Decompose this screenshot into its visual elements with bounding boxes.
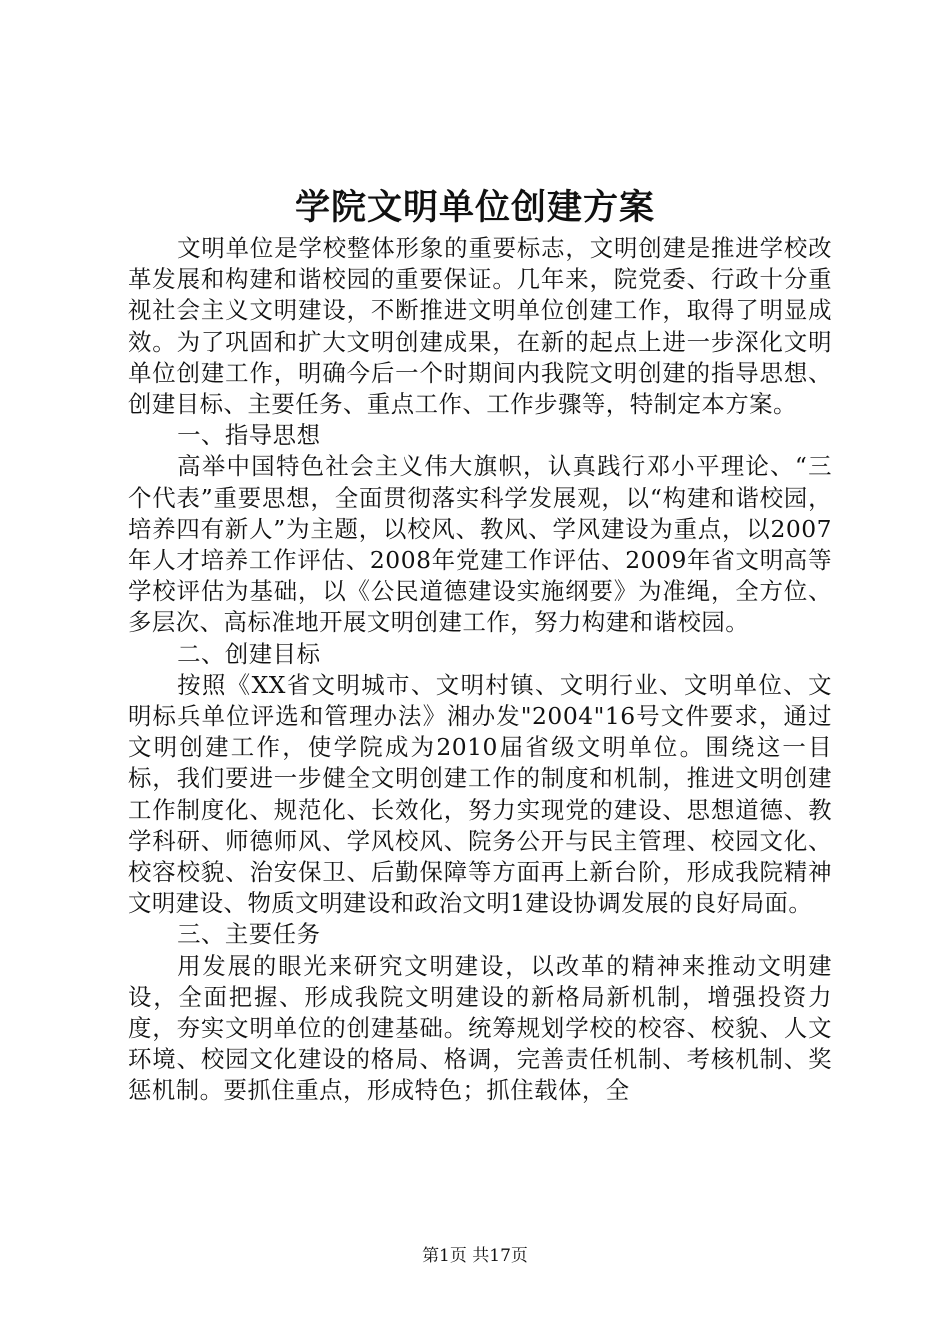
document-body xyxy=(128,233,832,1107)
section-paragraph-main-tasks: 用发展的眼光来研究文明建设，以改革的精神来推动文明建设，全面把握、形成我院文明建设的新格局新机制，增强投资力度，夯实文明单位的创建基础。统筹规划学校的校容、校貌、人文环境、校园文化建设的格局、格调，完善责任机制、考核机制、奖惩机制。要抓住重点，形成特色；抓住载体，全 xyxy=(128,951,832,1105)
section-heading-guiding-ideology: 一、指导思想 xyxy=(177,421,321,450)
section-paragraph-goals: 按照《XX省文明城市、文明村镇、文明行业、文明单位、文明标兵单位评选和管理办法》湘办发"2004"16号文件要求，通过文明创建工作，使学院成为2010届省级文明单位。围绕这一目标，我们要进一步健全文明创建工作的制度和机制，推进文明创建工作制度化、规范化、长效化，努力实现党的建设、思想道德、教学科研、师德师风、学风校风、院务公开与民主管理、校园文化、校容校貌、治安保卫、后勤保障等方面再上新台阶，形成我院精神文明建设、物质文明建设和政治文明1建设协调发展的良好局面。 xyxy=(128,670,832,918)
document-title: 学院文明单位创建方案 xyxy=(294,187,655,228)
section-heading-goals: 二、创建目标 xyxy=(177,639,321,668)
intro-paragraph: 文明单位是学校整体形象的重要标志，文明创建是推进学校改革发展和构建和谐校园的重要保证。几年来，院党委、行政十分重视社会主义文明建设，不断推进文明单位创建工作，取得了明显成效。为了巩固和扩大文明创建成果，在新的起点上进一步深化文明单位创建工作，明确今后一个时期间内我院文明创建的指导思想、创建目标、主要任务、重点工作、工作步骤等，特制定本方案。 xyxy=(128,234,832,419)
section-paragraph-guiding-ideology: 高举中国特色社会主义伟大旗帜，认真践行邓小平理论、“三个代表”重要思想，全面贯彻落实科学发展观，以“构建和谐校园，培养四有新人”为主题，以校风、教风、学风建设为重点，以2007年人才培养工作评估、2008年党建工作评估、2009年省文明高等学校评估为基础，以《公民道德建设实施纲要》为准绳，全方位、多层次、高标准地开展文明创建工作，努力构建和谐校园。 xyxy=(128,452,832,637)
page-number-footer: 第1页 共17页 xyxy=(422,1246,528,1266)
section-heading-main-tasks: 三、主要任务 xyxy=(177,920,321,949)
